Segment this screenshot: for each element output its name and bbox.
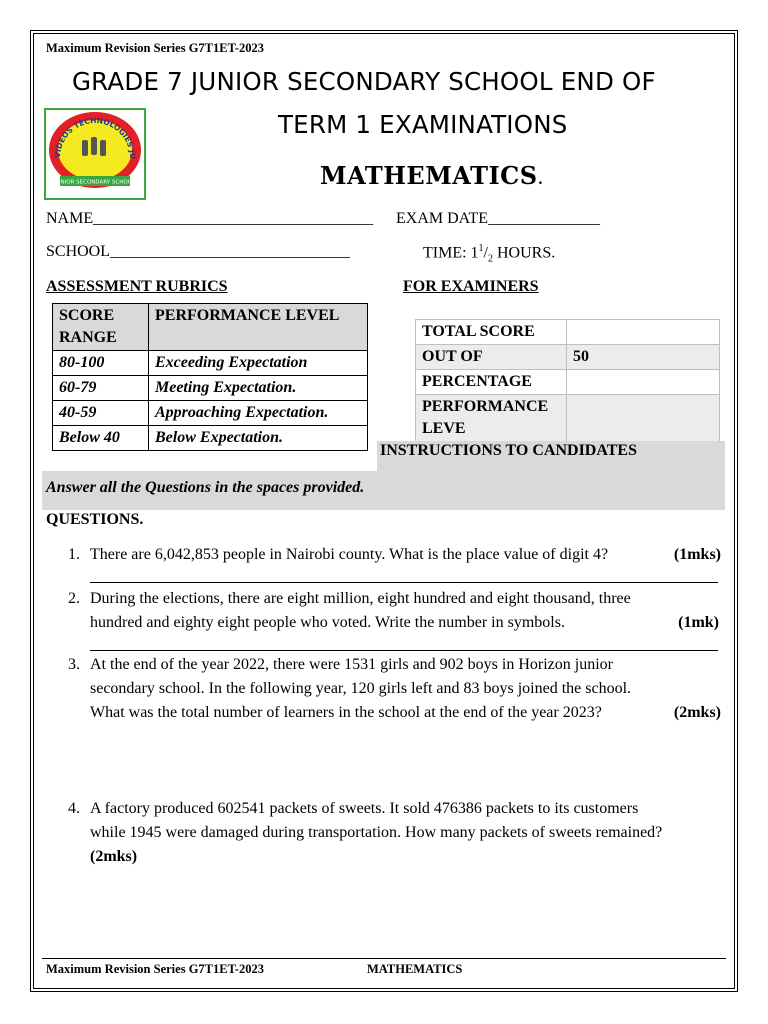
svg-text:JUNIOR SECONDARY SCHOOL: JUNIOR SECONDARY SCHOOL [54, 179, 136, 186]
question-number: 2. [68, 590, 80, 607]
question-text: There are 6,042,853 people in Nairobi county. What is the place value of digit 4? [90, 546, 609, 563]
rubrics-table [52, 303, 368, 451]
score-range: Below 40 [53, 426, 149, 451]
rubrics-col-level: PERFORMANCE LEVEL [149, 304, 368, 351]
table-row [53, 376, 368, 401]
examiners-heading: FOR EXAMINERS [403, 278, 539, 295]
question-text: hundred and eighty eight people who voted. Write the number in symbols. [90, 614, 565, 631]
table-row [53, 401, 368, 426]
performance-level: Meeting Expectation. [149, 376, 368, 401]
examiner-value[interactable]: 50 [567, 345, 720, 370]
examiners-table [415, 319, 720, 442]
questions-heading: QUESTIONS. [46, 511, 144, 528]
examiner-label: TOTAL SCORE [416, 320, 567, 345]
examiner-label: PERCENTAGE [416, 370, 567, 395]
table-row [416, 395, 720, 442]
question-text: During the elections, there are eight million, eight hundred and eight thousand, three [90, 590, 631, 607]
score-range: 80-100 [53, 351, 149, 376]
question-marks: (2mks) [673, 704, 721, 721]
question-text: A factory produced 602541 packets of sweets. It sold 476386 packets to its customers [90, 800, 639, 817]
question-number: 1. [68, 546, 80, 563]
question-number: 4. [68, 800, 80, 817]
score-range: 60-79 [53, 376, 149, 401]
instructions-heading: INSTRUCTIONS TO CANDIDATES [380, 442, 637, 459]
question-number: 3. [68, 656, 80, 673]
school-field[interactable]: SCHOOL______________________________ [46, 243, 351, 260]
question-text: At the end of the year 2022, there were 1531 girls and 902 boys in Horizon junior [90, 656, 613, 673]
examiner-value[interactable] [567, 370, 720, 395]
examiner-value[interactable] [567, 395, 720, 442]
performance-level: Exceeding Expectation [149, 351, 368, 376]
school-logo [44, 108, 146, 200]
question-text: secondary school. In the following year, 120 girls left and 83 boys joined the school. [90, 680, 632, 697]
score-range: 40-59 [53, 401, 149, 426]
answer-line[interactable] [90, 650, 718, 651]
table-row [416, 370, 720, 395]
examiner-label: OUT OF [416, 345, 567, 370]
title-line-2: TERM 1 EXAMINATIONS [278, 110, 568, 139]
rubrics-header-row [53, 304, 368, 351]
question-marks: (2mks) [90, 848, 138, 865]
rubrics-col-score: SCORE RANGE [53, 304, 149, 351]
performance-level: Approaching Expectation. [149, 401, 368, 426]
name-field[interactable]: NAME___________________________________ [46, 210, 374, 227]
table-row [53, 351, 368, 376]
question-marks: (1mks) [673, 546, 721, 563]
footer-series: Maximum Revision Series G7T1ET-2023 [46, 962, 264, 976]
title-line-1: GRADE 7 JUNIOR SECONDARY SCHOOL END OF [72, 67, 656, 96]
footer-subject: MATHEMATICS [367, 962, 463, 976]
table-row [416, 320, 720, 345]
question-text: while 1945 were damaged during transportation. How many packets of sweets remained? [90, 824, 663, 841]
subject-title: MATHEMATICS. [320, 161, 544, 190]
examiner-value[interactable] [567, 320, 720, 345]
logo-emblem-icon [46, 110, 144, 198]
time-field: TIME: $1^1/_2$ HOURS. [423, 243, 556, 265]
instructions-text: Answer all the Questions in the spaces provided. [46, 479, 365, 496]
examiner-label: PERFORMANCE LEVE [416, 395, 567, 442]
svg-text:VIDEOS TECHNOLOGIES JUNIOR SEC: VIDEOS TECHNOLOGIES JU [52, 115, 138, 160]
question-text: What was the total number of learners in the school at the end of the year 2023? [90, 704, 602, 721]
answer-line[interactable] [90, 582, 718, 583]
series-label: Maximum Revision Series G7T1ET-2023 [46, 41, 264, 55]
rubrics-heading: ASSESSMENT RUBRICS [46, 278, 228, 295]
performance-level: Below Expectation. [149, 426, 368, 451]
footer-divider [42, 958, 726, 959]
question-marks: (1mk) [678, 614, 719, 631]
exam-date-field[interactable]: EXAM DATE______________ [396, 210, 600, 227]
table-row [416, 345, 720, 370]
table-row [53, 426, 368, 451]
